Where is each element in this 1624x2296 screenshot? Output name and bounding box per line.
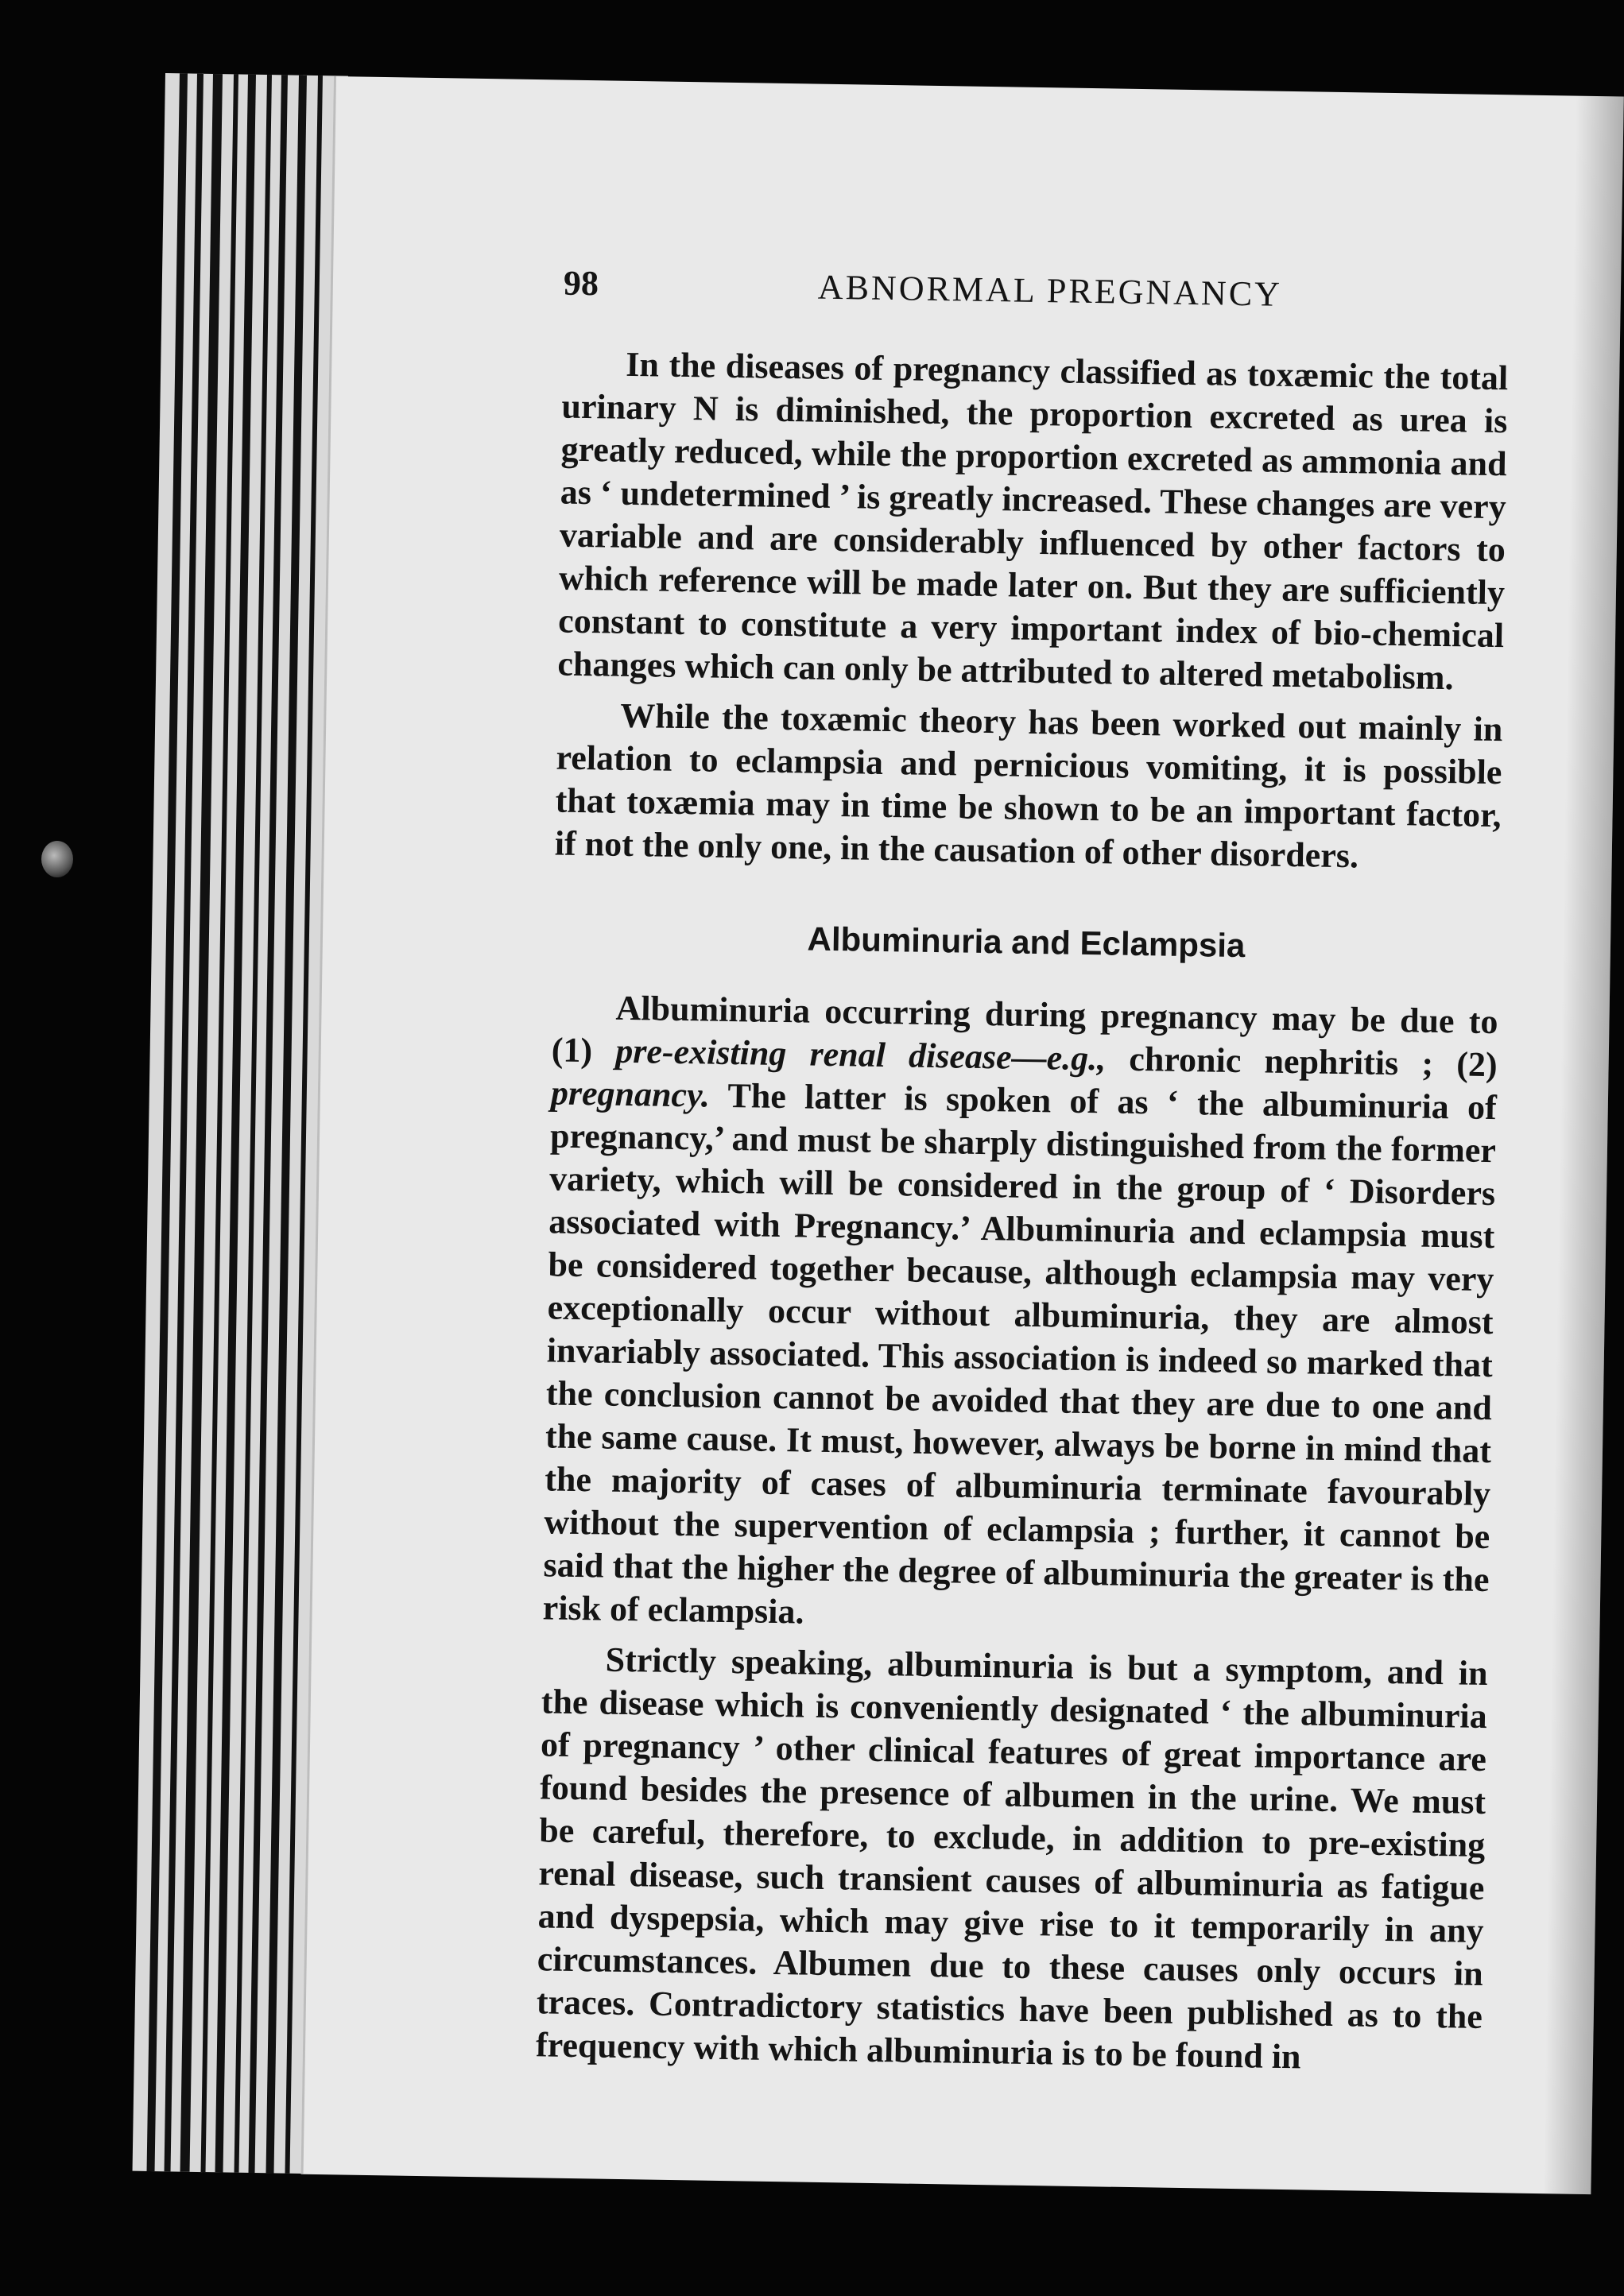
paragraph-albuminuria-causes [542, 985, 1498, 1644]
paragraph-text: chronic nephritis ; (2) [1105, 1039, 1498, 1085]
paragraph-text: Albuminuria occurring during pregnancy may be due to (1) [551, 988, 1498, 1071]
page-content [536, 263, 1510, 2081]
italic-term: pregnancy. [550, 1073, 711, 1115]
section-heading: Albuminuria and Eclampsia [807, 920, 1246, 965]
italic-term: pre-existing renal disease—e.g., [614, 1031, 1107, 1078]
paragraph-text: The latter is spoken of as ‘ the albuminuria of pregnancy,’ and must be sharply distinguished from the former variety, which will be considered in the group of ‘ Disorders associated with Pregnancy.’ Albuminuria and eclampsia must be considered together because, although eclampsia may very exceptionally occur without albuminuria, they are almost invariably associated. This association is indeed so marked that the conclusion cannot be avoided that they are due to one and the same cause. It must, however, always be borne in mind that the majority of cases of albuminuria terminate favourably without the supervention of eclampsia ; further, it cannot be said that the higher the degree of albuminuria the greater is the risk of eclampsia. [542, 1075, 1498, 1632]
running-head [563, 263, 1510, 334]
scan-speck [41, 841, 73, 877]
paragraph-albuminuria-symptom: Strictly speaking, albuminuria is but a symptom, and in the disease which is conveniently designated ‘ the albuminuria of pregnancy ’ other clinical features of great importance are found besides the presence of albumen in the urine. We must be careful, therefore, to exclude, in addition to pre-existing renal disease, such transient causes of albuminuria as fatigue and dyspepsia, which may give rise to it temporarily in any circumstances. Albumen due to these causes only occurs in traces. Contradictory statistics have been published as to the frequency with which albuminuria is to be found in [535, 1640, 1488, 2077]
page-shadow [1543, 96, 1623, 2195]
book-page [301, 76, 1624, 2194]
page-number: 98 [563, 263, 599, 304]
running-title: ABNORMAL PREGNANCY [817, 267, 1283, 314]
paragraph-toxaemic-theory: While the toxæmic theory has been worked out mainly in relation to eclampsia and pernicious vomiting, it is possible that toxæmia may in time be shown to be an important factor, if not the only one, in the causation of other disorders. [554, 695, 1503, 876]
paragraph-toxaemic-changes: In the diseases of pregnancy classified as toxæmic the total urinary N is diminished, the proportion excreted as urea is greatly reduced, while the proportion excreted as ammonia and as ‘ undetermined ’ is greatly increased. These changes are very variable and are considerably influenced by other factors to which reference will be made later on. But they are sufficiently constant to constitute a very important index of bio-chemical changes which can only be attributed to altered metabolism. [557, 344, 1509, 698]
